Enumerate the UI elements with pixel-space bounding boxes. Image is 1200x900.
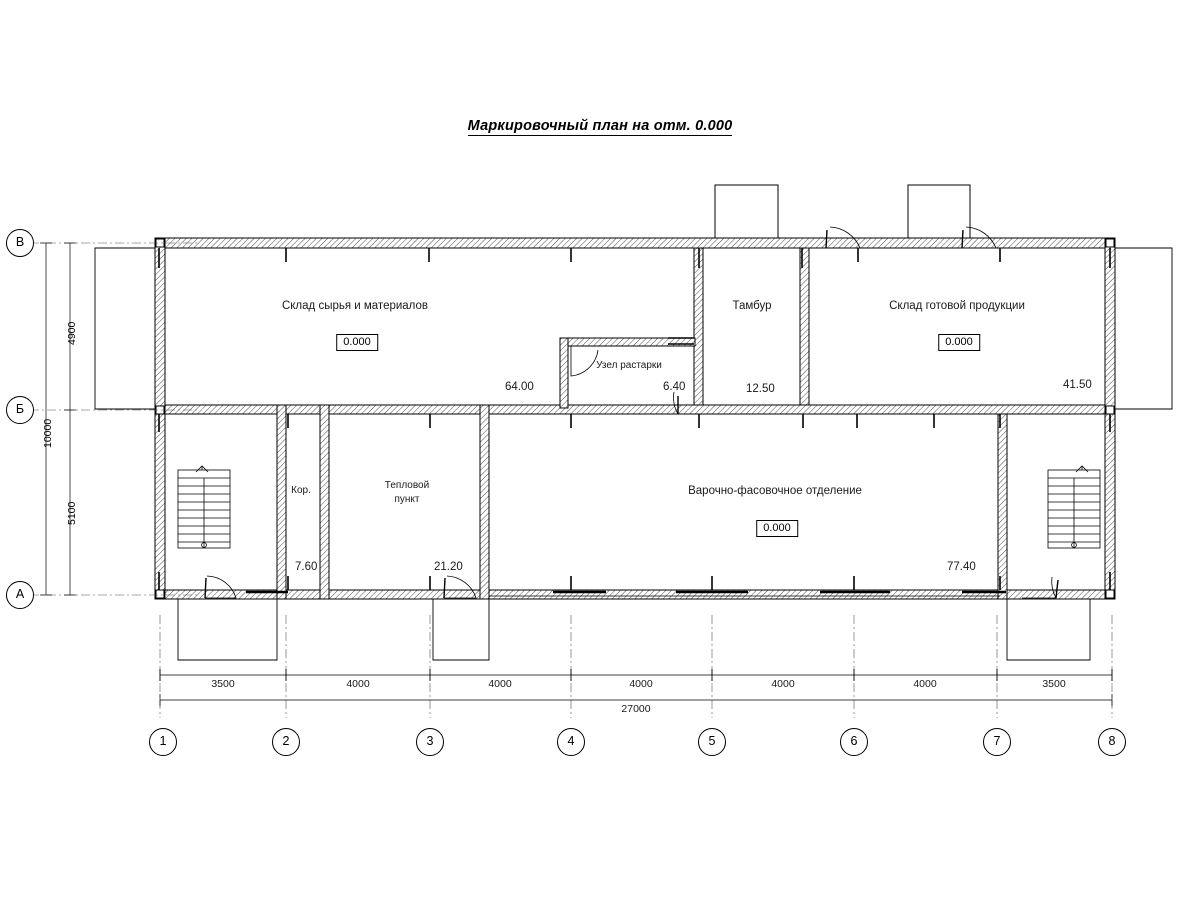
axis-label-h-5: 5 xyxy=(698,728,726,756)
wall-internal-v4 xyxy=(694,248,703,405)
annex-left xyxy=(95,248,155,409)
dimension-bottom-2: 4000 xyxy=(346,678,370,690)
room-elevation-storage-final: 0.000 xyxy=(938,334,980,351)
room-area-vestibule: 12.50 xyxy=(746,383,775,395)
room-label-vestibule: Тамбур xyxy=(732,300,772,312)
dimension-left-2: 4900 xyxy=(66,321,78,345)
openings-bottom xyxy=(159,572,1110,590)
openings-top xyxy=(159,248,1110,268)
room-area-cooking: 77.40 xyxy=(947,561,976,573)
drawing-title xyxy=(0,118,1200,134)
room-label-cooking: Варочно-фасовочное отделение xyxy=(688,485,862,497)
wall-internal-v5 xyxy=(800,248,809,405)
room-area-corridor: 7.60 xyxy=(295,561,318,573)
axis-label-h-2: 2 xyxy=(272,728,300,756)
stair-right xyxy=(1048,466,1100,548)
room-area-unpacking: 6.40 xyxy=(663,381,686,393)
dimension-left-total: 10000 xyxy=(42,418,54,448)
axis-label-h-3: 3 xyxy=(416,728,444,756)
room-elevation-cooking: 0.000 xyxy=(756,520,798,537)
axis-label-h-4: 4 xyxy=(557,728,585,756)
annex-right xyxy=(1115,248,1172,409)
room-label-storage-raw: Склад сырья и материалов xyxy=(281,300,429,312)
wall-top xyxy=(155,238,1115,248)
wall-unpacking-left xyxy=(560,338,568,408)
wall-internal-v6 xyxy=(998,414,1007,599)
room-elevation-storage-raw: 0.000 xyxy=(336,334,378,351)
room-area-storage-raw: 64.00 xyxy=(505,381,534,393)
axis-label-v-2: Б xyxy=(6,396,34,424)
porch-mid xyxy=(433,599,489,660)
axis-label-h-7: 7 xyxy=(983,728,1011,756)
dimension-bottom-5: 4000 xyxy=(771,678,795,690)
room-label-unpacking: Узел растарки xyxy=(596,360,662,371)
wall-internal-v1 xyxy=(320,405,329,599)
dimension-bottom-total: 27000 xyxy=(621,703,651,715)
room-label-heat-point-line1: Тепловой xyxy=(384,480,430,491)
room-label-storage-final: Склад готовой продукции xyxy=(889,300,1025,312)
wall-internal-v2 xyxy=(277,405,286,599)
room-area-storage-final: 41.50 xyxy=(1063,379,1092,391)
platform-top-right xyxy=(908,185,970,238)
axis-lines xyxy=(30,243,1112,718)
platform-top-left xyxy=(715,185,778,238)
dimension-bottom-7: 3500 xyxy=(1042,678,1066,690)
dimension-bottom-3: 4000 xyxy=(488,678,512,690)
room-label-heat-point-line2: пункт xyxy=(394,494,420,505)
axis-label-h-6: 6 xyxy=(840,728,868,756)
openings-middle xyxy=(159,414,1110,432)
porch-left xyxy=(178,599,277,660)
dimension-bottom-4: 4000 xyxy=(629,678,653,690)
wall-left xyxy=(155,238,165,599)
drawing-title-text: Маркировочный план на отм. 0.000 xyxy=(467,118,733,134)
dimension-bottom-6: 4000 xyxy=(913,678,937,690)
axis-label-v-3: В xyxy=(6,229,34,257)
axis-label-h-8: 8 xyxy=(1098,728,1126,756)
stair-left xyxy=(178,466,230,548)
columns xyxy=(156,239,1114,598)
dimension-bottom-1: 3500 xyxy=(211,678,235,690)
room-label-corridor: Кор. xyxy=(291,485,311,496)
wall-internal-v3 xyxy=(480,405,489,599)
dimension-left-1: 5100 xyxy=(66,501,78,525)
room-area-heat-point: 21.20 xyxy=(434,561,463,573)
porch-right xyxy=(1007,599,1090,660)
axis-label-h-1: 1 xyxy=(149,728,177,756)
wall-middle xyxy=(155,405,1115,414)
axis-label-v-1: А xyxy=(6,581,34,609)
